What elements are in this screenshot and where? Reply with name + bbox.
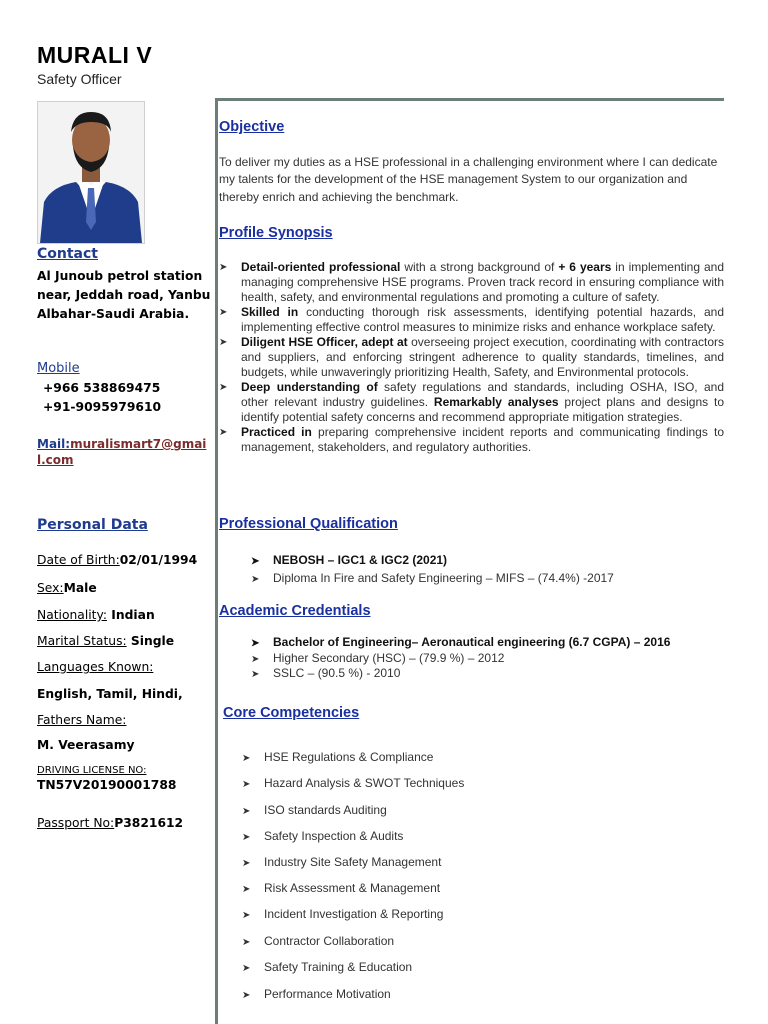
item-text: Higher Secondary (HSC) – (79.9 %) – 2012 [273, 651, 505, 665]
item-text: Hazard Analysis & SWOT Techniques [264, 776, 465, 790]
bold-text: Diligent HSE Officer, adept at [241, 335, 408, 349]
address: Al Junoub petrol station near, Jeddah road, Yanbu Albahar-Saudi Arabia. [37, 269, 211, 321]
languages-text: English, Tamil, Hindi, [37, 687, 183, 701]
item-text: Safety Training & Education [264, 960, 413, 974]
arrowhead-bullet-icon: ➤ [242, 963, 251, 974]
list-item [242, 987, 391, 1001]
arrowhead-bullet-icon: ➤ [219, 427, 228, 438]
item-text: Industry Site Safety Management [264, 855, 442, 869]
arrowhead-bullet-icon: ➤ [242, 884, 251, 895]
nationality-value: Indian [107, 608, 155, 622]
item-text: Performance Motivation [264, 987, 391, 1001]
item-text: Risk Assessment & Management [264, 881, 441, 895]
arrowhead-bullet-icon: ➤ [242, 990, 251, 1001]
body-text: project plans and designs to identify potential safety concerns and recommend appropriate mitigation strategies. [241, 395, 724, 424]
license-value [37, 778, 176, 792]
sex-value: Male [63, 581, 97, 595]
list-item [251, 635, 670, 649]
languages-label: Languages Known: [37, 660, 154, 674]
body-text: safety regulations and standards, including OSHA, ISO, and other relevant industry guidelines. [241, 380, 724, 409]
arrowhead-bullet-icon: ➤ [242, 779, 251, 790]
sex-row [37, 581, 97, 595]
arrowhead-bullet-icon: ➤ [251, 669, 260, 680]
mail-line[interactable] [37, 436, 212, 468]
arrowhead-bullet-icon: ➤ [242, 753, 251, 764]
languages-value [37, 687, 183, 701]
fathers-text: M. Veerasamy [37, 738, 135, 752]
passport-value: P3821612 [114, 816, 184, 830]
core-competencies-heading: Core Competencies [223, 705, 360, 721]
item-text: HSE Regulations & Compliance [264, 750, 434, 764]
objective-text: To deliver my duties as a HSE professional in a challenging environment where I can dedicate my talents for the development of the HSE management System to our organization and thereby enrich and achieving the benchmark. [219, 155, 718, 204]
arrowhead-bullet-icon: ➤ [219, 382, 228, 393]
professional-qualification-heading: Professional Qualification [219, 516, 398, 532]
list-item [251, 553, 447, 567]
arrowhead-bullet-icon: ➤ [242, 910, 251, 921]
list-item [242, 829, 403, 843]
item-text: Safety Inspection & Audits [264, 829, 404, 843]
phone-india: +91-9095979610 [43, 400, 162, 414]
body-text: preparing comprehensive incident reports and communicating findings to management, stakeholders, and regulatory authorities. [241, 425, 724, 454]
list-item [219, 380, 724, 425]
item-text: ISO standards Auditing [264, 803, 387, 817]
list-item [242, 803, 387, 817]
dob-label: Date of Birth: [37, 553, 120, 567]
body-text: overseeing project execution, coordinating with contractors and suppliers, and enforcing stringent adherence to quality standards, timelines, and budgets, while unwaveringly prioritizing Health, Safety, and Environmental protocols. [241, 335, 725, 379]
arrowhead-bullet-icon: ➤ [219, 262, 228, 273]
item-text: Incident Investigation & Reporting [264, 907, 444, 921]
arrowhead-bullet-icon: ➤ [251, 638, 260, 649]
arrowhead-bullet-icon: ➤ [251, 654, 260, 665]
list-item [251, 666, 400, 680]
item-text: Contractor Collaboration [264, 934, 395, 948]
academic-credentials-heading: Academic Credentials [219, 603, 371, 619]
contact-heading: Contact [37, 246, 98, 262]
list-item [242, 907, 443, 921]
item-text: Diploma In Fire and Safety Engineering – MIFS – (74.4%) -2017 [273, 571, 614, 585]
candidate-name: MURALI V [37, 42, 153, 68]
list-item [219, 305, 724, 335]
fathers-label: Fathers Name: [37, 713, 127, 727]
phone-saudi: +966 538869475 [43, 381, 161, 395]
nationality-row [37, 608, 155, 622]
arrowhead-bullet-icon: ➤ [242, 832, 251, 843]
body-text: conducting thorough risk assessments, identifying potential hazards, and implementing effective control measures to minimize risks and enhance workplace safety. [241, 305, 725, 334]
mail-label: Mail: [37, 437, 71, 451]
mobile-heading: Mobile [37, 361, 80, 376]
bold-text: Practiced in [241, 425, 312, 439]
list-item [219, 425, 724, 455]
dob-value: 02/01/1994 [119, 553, 198, 567]
bold-text: Deep understanding of [241, 380, 378, 394]
item-text: Bachelor of Engineering– Aeronautical engineering (6.7 CGPA) – 2016 [273, 635, 671, 649]
passport-row [37, 816, 183, 830]
column-divider [215, 98, 218, 1024]
list-item [242, 776, 464, 790]
license-row [37, 762, 147, 776]
arrowhead-bullet-icon: ➤ [251, 574, 260, 585]
header-divider [216, 98, 724, 101]
profile-synopsis-heading: Profile Synopsis [219, 225, 333, 241]
marital-label: Marital Status: [37, 634, 127, 648]
list-item [242, 750, 433, 764]
marital-value: Single [126, 634, 175, 648]
passport-label: Passport No: [37, 816, 115, 830]
list-item [242, 881, 440, 895]
list-item [251, 571, 614, 585]
personal-data-heading: Personal Data [37, 517, 148, 533]
list-item [242, 855, 441, 869]
synopsis-list [219, 260, 724, 455]
fathers-value [37, 738, 135, 752]
sex-label: Sex: [37, 581, 64, 595]
mail-link[interactable]: muralismart7@gmail.com [37, 437, 207, 467]
nationality-label: Nationality: [37, 608, 108, 622]
body-text: with a strong background of [400, 260, 559, 274]
item-text: NEBOSH – IGC1 & IGC2 (2021) [273, 553, 448, 567]
list-item [242, 934, 394, 948]
bold-text: + 6 years [558, 260, 612, 274]
objective-heading: Objective [219, 119, 285, 135]
dob-row [37, 553, 197, 567]
list-item [219, 335, 724, 380]
bold-text: Remarkably analyses [433, 395, 559, 409]
arrowhead-bullet-icon: ➤ [251, 556, 260, 567]
candidate-title: Safety Officer [37, 71, 122, 87]
item-text: SSLC – (90.5 %) - 2010 [273, 666, 401, 680]
license-label: DRIVING LICENSE NO: [37, 765, 147, 776]
profile-photo [37, 101, 145, 244]
arrowhead-bullet-icon: ➤ [219, 337, 228, 348]
arrowhead-bullet-icon: ➤ [242, 806, 251, 817]
arrowhead-bullet-icon: ➤ [219, 307, 228, 318]
license-text: TN57V20190001788 [37, 778, 177, 792]
list-item [242, 960, 412, 974]
list-item [251, 651, 504, 665]
marital-row [37, 634, 174, 648]
list-item [219, 260, 724, 305]
languages-row [37, 660, 153, 674]
arrowhead-bullet-icon: ➤ [242, 937, 251, 948]
fathers-row [37, 713, 126, 727]
arrowhead-bullet-icon: ➤ [242, 858, 251, 869]
bold-text: Detail-oriented professional [241, 260, 401, 274]
bold-text: Skilled in [241, 305, 299, 319]
body-text: in implementing and managing comprehensive HSE programs. Proven track record in ensuring compliance with health, safety, and environmental regulations and promoting a culture of safety. [241, 260, 724, 304]
